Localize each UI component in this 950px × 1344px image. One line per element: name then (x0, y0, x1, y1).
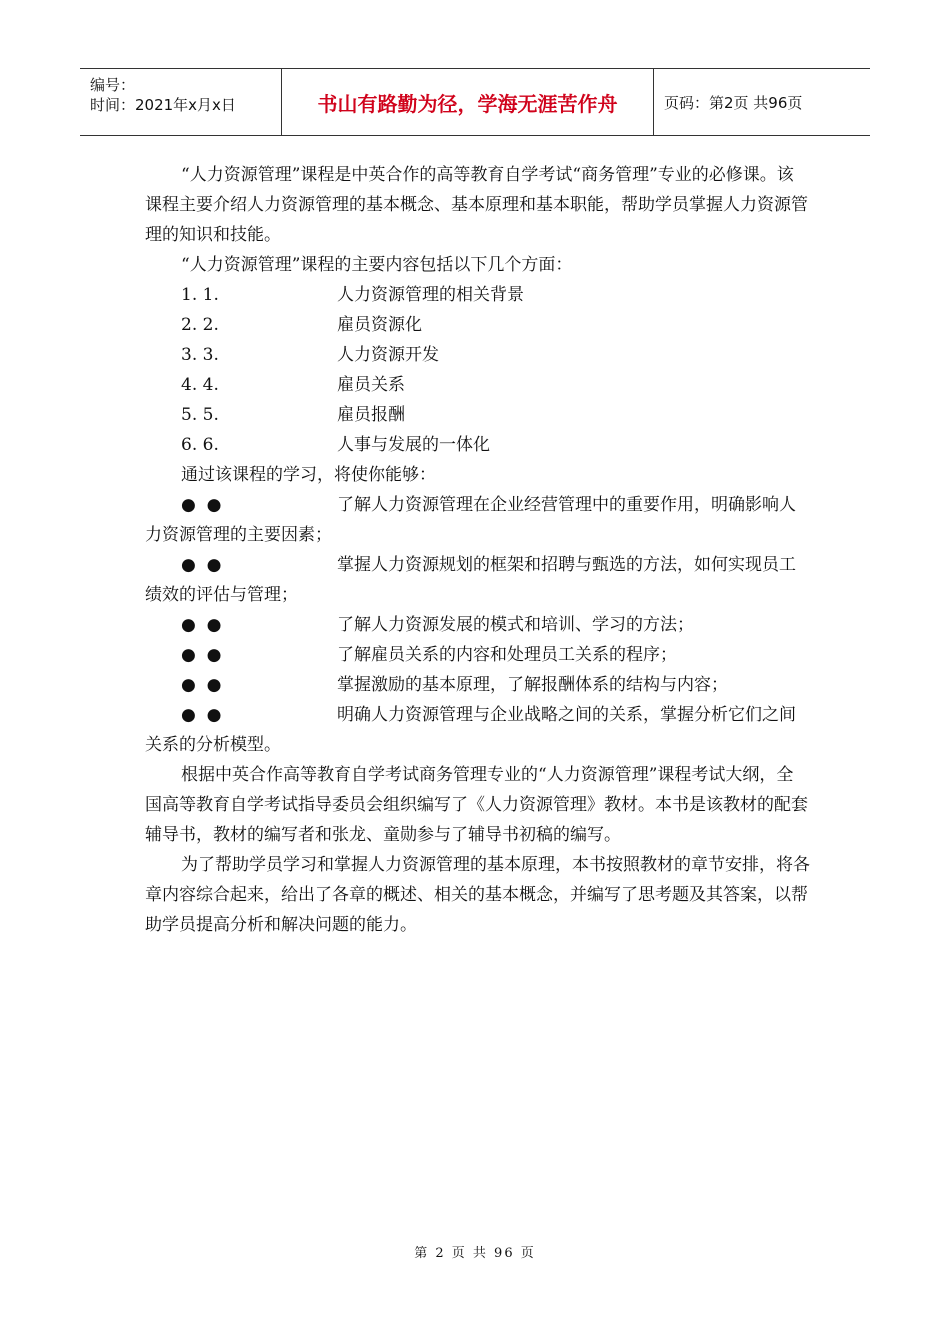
list-item-number: 5. 5. (181, 405, 219, 425)
bullet-marker: ● ● (181, 615, 222, 635)
bullet-item (145, 640, 810, 670)
list-item-text: 雇员资源化 (337, 315, 422, 335)
numbered-list (145, 280, 810, 460)
paragraph-goals-intro: 通过该课程的学习，将使你能够： (181, 465, 436, 485)
bullet-text: 明确人力资源管理与企业战略之间的关系，掌握分析它们之间关系的分析模型。 (145, 705, 796, 755)
bullet-item (145, 490, 810, 550)
paragraph-contents-intro: “人力资源管理”课程的主要内容包括以下几个方面： (181, 255, 573, 275)
list-item-text: 人力资源开发 (337, 345, 439, 365)
bullet-marker: ● ● (181, 495, 222, 515)
bullet-marker: ● ● (181, 555, 222, 575)
header-motto: 书山有路勤为径，学海无涯苦作舟 (282, 69, 654, 135)
list-item (145, 400, 810, 430)
list-item-number: 4. 4. (181, 375, 219, 395)
list-item-text: 人事与发展的一体化 (337, 435, 490, 455)
list-item-number: 3. 3. (181, 345, 219, 365)
list-item-text: 雇员关系 (337, 375, 405, 395)
bullet-item (145, 670, 810, 700)
header-page-info: 页码：第2页 共96页 (664, 93, 803, 112)
paragraph-textbook-info: 根据中英合作高等教育自学考试商务管理专业的“人力资源管理”课程考试大纲，全国高等教育自学考试指导委员会组织编写了《人力资源管理》教材。本书是该教材的配套辅导书，教材的编写者和张龙、童勋参与了辅导书初稿的编写。 (145, 765, 808, 845)
bullet-item (145, 700, 810, 760)
bullet-item (145, 550, 810, 610)
bullet-text: 掌握激励的基本原理，了解报酬体系的结构与内容； (337, 675, 728, 695)
bullet-marker: ● ● (181, 705, 222, 725)
bullet-text: 掌握人力资源规划的框架和招聘与甄选的方法，如何实现员工绩效的评估与管理； (145, 555, 796, 605)
page-footer: 第 2 页 共 96 页 (414, 1246, 536, 1261)
list-item (145, 280, 810, 310)
list-item (145, 310, 810, 340)
bullet-text: 了解雇员关系的内容和处理员工关系的程序； (337, 645, 677, 665)
list-item-text: 人力资源管理的相关背景 (337, 285, 524, 305)
paragraph-book-purpose: 为了帮助学员学习和掌握人力资源管理的基本原理，本书按照教材的章节安排，将各章内容综合起来，给出了各章的概述、相关的基本概念，并编写了思考题及其答案，以帮助学员提高分析和解决问题的能力。 (145, 855, 810, 935)
list-item (145, 340, 810, 370)
header-date: 时间：2021年x月x日 (90, 96, 236, 114)
bullet-item (145, 610, 810, 640)
list-item (145, 370, 810, 400)
list-item-text: 雇员报酬 (337, 405, 405, 425)
bullet-list (145, 490, 810, 760)
document-body (145, 160, 810, 940)
list-item (145, 430, 810, 460)
bullet-text: 了解人力资源管理在企业经营管理中的重要作用，明确影响人力资源管理的主要因素； (145, 495, 796, 545)
bullet-marker: ● ● (181, 645, 222, 665)
header-number-label: 编号： (90, 76, 136, 94)
bullet-text: 了解人力资源发展的模式和培训、学习的方法； (337, 615, 694, 635)
bullet-marker: ● ● (181, 675, 222, 695)
header-meta (80, 69, 282, 135)
list-item-number: 1. 1. (181, 285, 219, 305)
page-header (80, 68, 870, 136)
list-item-number: 6. 6. (181, 435, 219, 455)
paragraph-intro: “人力资源管理”课程是中英合作的高等教育自学考试“商务管理”专业的必修课。该课程主要介绍人力资源管理的基本概念、基本原理和基本职能，帮助学员掌握人力资源管理的知识和技能。 (145, 165, 808, 245)
list-item-number: 2. 2. (181, 315, 219, 335)
